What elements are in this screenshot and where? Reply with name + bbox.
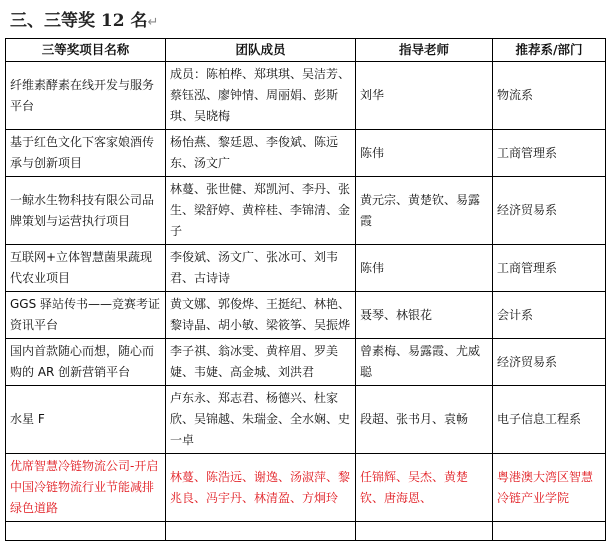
paragraph-mark-icon: ↵ <box>147 15 159 30</box>
team-members-cell: 卢东永、郑志君、杨德兴、杜家欣、吴锦越、朱瑞金、全水娴、史一卓 <box>166 386 356 454</box>
empty-cell <box>493 522 606 541</box>
advisor-cell: 任锦辉、吴杰、黄楚钦、唐海恩、 <box>356 454 493 522</box>
advisor-cell: 陈伟 <box>356 130 493 177</box>
department-cell: 会计系 <box>493 292 606 339</box>
team-members-cell: 李俊斌、汤文广、张冰可、刘韦君、古诗诗 <box>166 245 356 292</box>
table-row-partial <box>6 522 606 541</box>
project-name-cell: 水星 F <box>6 386 166 454</box>
header-department: 推荐系/部门 <box>493 39 606 62</box>
team-members-cell: 李子祺、翁冰雯、黄梓眉、罗美婕、韦婕、高金城、刘洪君 <box>166 339 356 386</box>
department-cell: 经济贸易系 <box>493 177 606 245</box>
department-cell: 工商管理系 <box>493 130 606 177</box>
project-name-cell: 纤维素酵素在线开发与服务平台 <box>6 62 166 130</box>
project-name-cell: 一鲸水生物科技有限公司品牌策划与运营执行项目 <box>6 177 166 245</box>
project-name-cell: GGS 驿站传书——竞赛考证资讯平台 <box>6 292 166 339</box>
header-team-members: 团队成员 <box>166 39 356 62</box>
department-cell: 粤港澳大湾区智慧冷链产业学院 <box>493 454 606 522</box>
section-heading <box>10 6 158 30</box>
empty-cell <box>6 522 166 541</box>
team-members-cell: 杨怡燕、黎廷恩、李俊斌、陈远东、汤文广 <box>166 130 356 177</box>
team-members-cell: 黄文娜、郭俊烨、王挺纪、林艳、黎诗晶、胡小敏、梁筱筝、吴振烨 <box>166 292 356 339</box>
table-row <box>6 177 606 245</box>
table-row <box>6 339 606 386</box>
table-row <box>6 245 606 292</box>
advisor-cell: 聂琴、林银花 <box>356 292 493 339</box>
awards-table <box>5 38 606 541</box>
project-name-cell: 基于红色文化下客家娘酒传承与创新项目 <box>6 130 166 177</box>
header-project-name: 三等奖项目名称 <box>6 39 166 62</box>
empty-cell <box>356 522 493 541</box>
team-members-cell: 林蔓、陈浩远、谢逸、汤淑萍、黎兆良、冯宇丹、林清盈、方炯玲 <box>166 454 356 522</box>
header-advisors: 指导老师 <box>356 39 493 62</box>
department-cell: 电子信息工程系 <box>493 386 606 454</box>
table-row <box>6 292 606 339</box>
advisor-cell: 曾素梅、易露霞、尤威聪 <box>356 339 493 386</box>
table-row <box>6 62 606 130</box>
team-members-cell: 成员：陈柏桦、郑琪琪、吴洁芳、蔡钰泓、廖钟情、周丽娟、彭斯琪、吴晓梅 <box>166 62 356 130</box>
table-row-highlighted <box>6 454 606 522</box>
project-name-cell: 国内首款随心而想，随心而购的 AR 创新营销平台 <box>6 339 166 386</box>
table-header-row <box>6 39 606 62</box>
project-name-cell: 互联网+立体智慧菌果蔬现代农业项目 <box>6 245 166 292</box>
team-members-cell: 林蔓、张世健、郑凯河、李丹、张生、梁舒婷、黄梓桂、李锦清、金子 <box>166 177 356 245</box>
project-name-cell: 优席智慧冷链物流公司-开启中国冷链物流行业节能减排绿色道路 <box>6 454 166 522</box>
empty-cell <box>166 522 356 541</box>
advisor-cell: 黄元宗、黄楚钦、易露霞 <box>356 177 493 245</box>
department-cell: 物流系 <box>493 62 606 130</box>
table-row <box>6 386 606 454</box>
department-cell: 经济贸易系 <box>493 339 606 386</box>
table-row <box>6 130 606 177</box>
section-heading-text: 三、三等奖 12 名 <box>10 11 148 31</box>
department-cell: 工商管理系 <box>493 245 606 292</box>
advisor-cell: 段超、张书月、袁畅 <box>356 386 493 454</box>
advisor-cell: 刘华 <box>356 62 493 130</box>
advisor-cell: 陈伟 <box>356 245 493 292</box>
